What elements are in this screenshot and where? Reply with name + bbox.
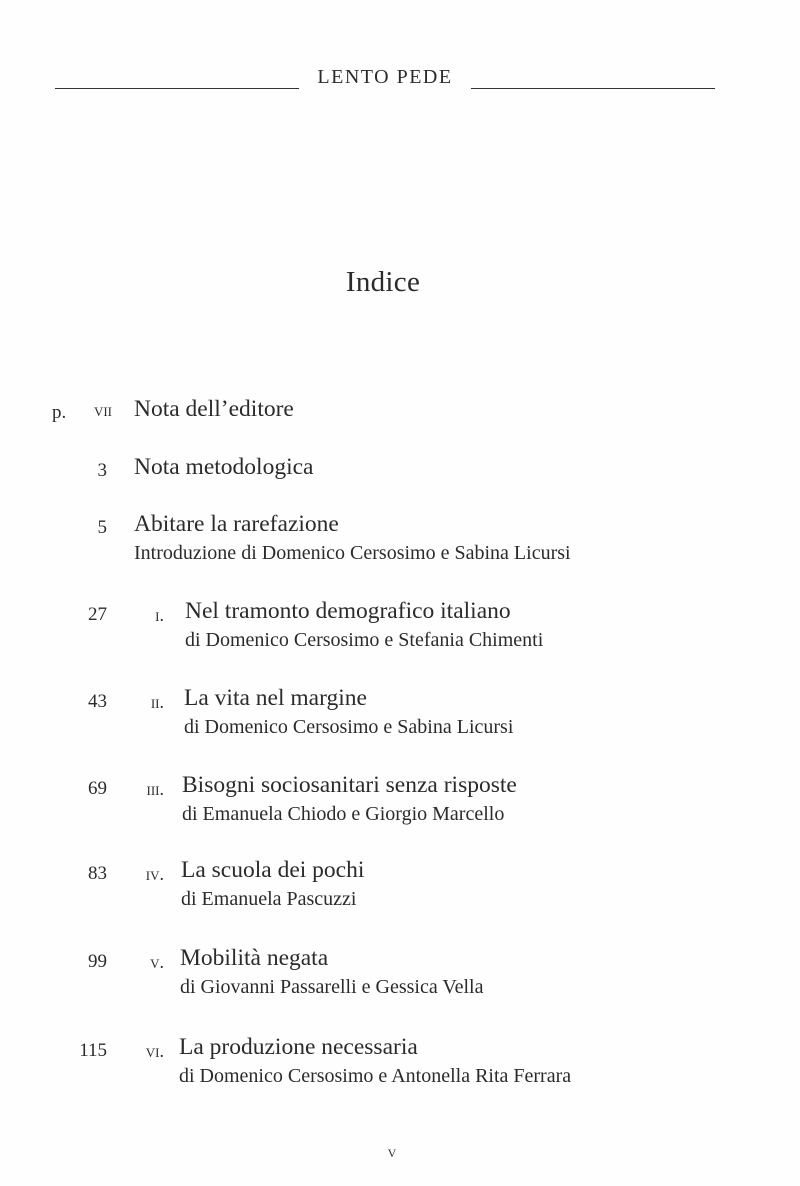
- entry-page-number: 5: [97, 517, 107, 538]
- index-title: Indice: [345, 266, 421, 298]
- entry-subtitle: di Domenico Cersosimo e Sabina Licursi: [184, 716, 514, 738]
- running-header: [55, 64, 715, 94]
- chapter-number: iii.: [146, 779, 164, 799]
- chapter-number: iv.: [145, 864, 164, 884]
- entry-subtitle: di Emanuela Pascuzzi: [181, 888, 357, 910]
- entry-page-number: vii: [93, 400, 112, 420]
- entry-page-number: 115: [79, 1040, 107, 1061]
- entry-title: La scuola dei pochi: [181, 857, 365, 883]
- entry-page-number: 83: [88, 863, 107, 884]
- entry-subtitle: di Domenico Cersosimo e Antonella Rita Ferrara: [179, 1065, 572, 1087]
- entry-subtitle: di Giovanni Passarelli e Gessica Vella: [180, 976, 484, 998]
- entry-title: La vita nel margine: [184, 685, 367, 711]
- entry-title: Nota metodologica: [134, 454, 314, 480]
- page-prefix: p.: [52, 402, 67, 423]
- entry-title: La produzione necessaria: [179, 1034, 418, 1060]
- entry-title: Nota dell’editore: [134, 396, 294, 422]
- entry-title: Bisogni sociosanitari senza risposte: [182, 772, 517, 798]
- entry-title: Nel tramonto demografico italiano: [185, 598, 511, 624]
- chapter-number: v.: [150, 952, 164, 972]
- chapter-number: ii.: [150, 692, 164, 712]
- entry-subtitle: di Emanuela Chiodo e Giorgio Marcello: [182, 803, 505, 825]
- chapter-number: i.: [155, 605, 164, 625]
- running-title: LENTO PEDE: [317, 66, 453, 88]
- entry-page-number: 43: [88, 691, 107, 712]
- entry-page-number: 99: [88, 951, 107, 972]
- chapter-number: vi.: [145, 1041, 164, 1061]
- header-rule-left: [55, 88, 299, 89]
- entry-page-number: 27: [88, 604, 107, 625]
- entry-title: Mobilità negata: [180, 945, 329, 971]
- header-rule-right: [471, 88, 715, 89]
- page-folio: v: [387, 1142, 397, 1161]
- entry-subtitle: di Domenico Cersosimo e Stefania Chimenti: [185, 629, 544, 651]
- entry-page-number: 3: [97, 460, 107, 481]
- entry-title: Abitare la rarefazione: [134, 511, 339, 537]
- entry-subtitle: Introduzione di Domenico Cersosimo e Sabina Licursi: [134, 542, 571, 564]
- entry-page-number: 69: [88, 778, 107, 799]
